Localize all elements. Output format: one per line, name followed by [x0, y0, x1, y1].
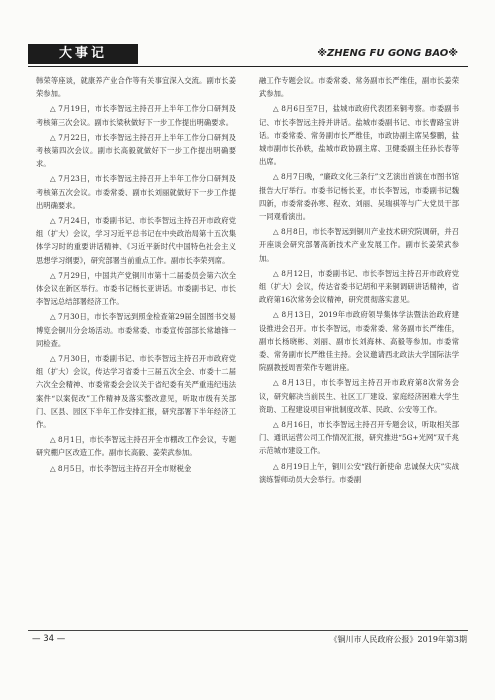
paragraph: △ 7月23日，市长李智远主持召开上半年工作分口研判及考核第五次会议。市委常委、副市长刘丽就做好下一步工作提出明确要求。	[36, 174, 236, 210]
publication-title: 《铜川市人民政府公报》2019年第3期	[329, 635, 467, 644]
paragraph: △ 8月8日，市长李智远到铜川产业技术研究院调研，并召开座谈会研究部署高新技术产业发展工作。副市长姜荣武参加。	[259, 227, 459, 263]
paragraph: △ 8月16日，市长李智远主持召开专题会议，听取相关部门、通讯运营公司工作情况汇报，研究推进“5G+光网”双千兆示范城市建设工作。	[259, 420, 459, 456]
section-title: 大事记	[28, 44, 138, 64]
paragraph: △ 8月6日至7日，盐城市政府代表团来铜考察。市委副书记、市长李智远主持并讲话。盐城市委副书记、市长曹路宝讲话。市委常委、常务副市长严维佳，市政协副主席吴黎鹏，盐城市副市长孙轶，盐城市政协副主席、卫健委副主任孙长春等出席。	[259, 104, 459, 167]
paragraph: △ 8月5日，市长李智远主持召开全市财税金	[50, 463, 192, 473]
paragraph: △ 8月1日，市长李智远主持召开全市棚改工作会议，专题研究棚户区改造工作。副市长高毅、姜荣武参加。	[36, 435, 236, 458]
paragraph: △ 7月30日，市委副书记、市长李智远主持召开市政府党组（扩大）会议，传达学习省委十三届五次全会、市委十二届六次全会精神、市委常委会会议关于省纪委有关严重违纪违法案件“以案促改”工作精神及落实整改意见，听取市级有关部门、区县、园区下半年工作安排汇报，研究部署下半年经济工作。	[36, 354, 236, 430]
paragraph: △ 8月13日，市长李智远主持召开市政府第8次常务会议，研究解决当前民生、社区工厂建设、家庭经济困难大学生资助、工程建设项目审批制度改革、民政、公安等工作。	[259, 378, 459, 414]
paragraph: △ 7月22日，市长李智远主持召开上半年工作分口研判及考核第四次会议。副市长高毅就做好下一步工作提出明确要求。	[36, 132, 236, 169]
paragraph: △ 8月7日晚，“廉政文化三条行”文艺演出首演在市图书馆报告大厅举行。市委书记杨长亚，市长李智远，市委副书记魏四新，市委常委孙寒、程欢、刘丽、吴瑞祺等与广大党员干部一同观看演出。	[259, 172, 459, 222]
paragraph: △ 7月30日，市长李智远到照金检查第29届全国图书交易博览会铜川分会场活动。市委常委、市委宣传部部长常雄锋一同检查。	[36, 312, 236, 348]
paragraph: △ 8月12日，市委副书记、市长李智远主持召开市政府党组（扩大）会议，传达省委书记胡和平来铜调研讲话精神，省政府第16次常务会议精神，研究贯彻落实意见。	[259, 268, 459, 305]
paragraph: △ 7月19日，市长李智远主持召开上半年工作分口研判及考核第三次会议。副市长梁秋做好下一步工作提出明确要求。	[36, 104, 236, 127]
paragraph: △ 8月13日，2019年市政府领导集体学法暨法治政府建设推进会召开。市长李智远，市委常委、常务副市长严维佳，副市长杨晓彬、刘丽、副市长刘海林、高毅等参加。市委常委、常务副市长严维佳主持。会议邀请西北政法大学国际法学院副教授周晋荣作专题讲座。	[259, 310, 459, 373]
page-header	[28, 44, 468, 67]
publication-roman-title: ※ZHENG FU GONG BAO※	[317, 48, 458, 59]
paragraph: 融工作专题会议。市委常委、常务副市长严维佳，副市长姜荣武参加。	[259, 76, 459, 99]
paragraph: △ 7月29日，中国共产党铜川市第十二届委员会第六次全体会议在新区举行。市委书记杨长亚讲话。市委副书记、市长李智远总结部署经济工作。	[36, 270, 236, 307]
right-column	[259, 74, 459, 622]
paragraph: 韩荣等座谈，就康养产业合作等有关事宜深入交流。副市长姜荣参加。	[36, 76, 236, 99]
page-number: — 34 —	[32, 634, 66, 644]
left-column	[36, 74, 236, 622]
paragraph: △ 8月19日上午，铜川公安“践行新使命 忠诚保大庆”实战演练誓师动员大会举行。市委副	[259, 461, 459, 484]
paragraph: △ 7月24日，市委副书记、市长李智远主持召开市政府党组（扩大）会议，学习习近平总书记在中央政治局第十五次集体学习时的重要讲话精神、《习近平新时代中国特色社会主义思想学习纲要》，研究部署当前重点工作。副市长李荣列席。	[36, 216, 236, 265]
footer-divider	[28, 630, 468, 631]
